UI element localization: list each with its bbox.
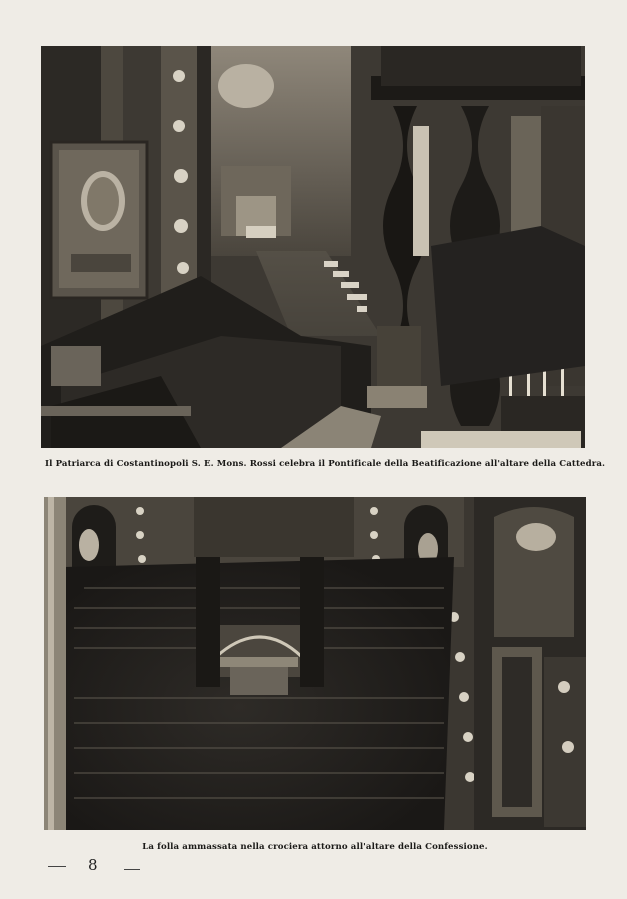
footer-dash-left (48, 866, 66, 867)
photo-crowd-confessione (44, 497, 586, 830)
footer-dash-right (124, 869, 140, 870)
caption-top: Il Patriarca di Costantinopoli S. E. Mons. Rossi celebra il Pontificale della Beatificazione all'altare della Cattedra. (45, 459, 606, 469)
photo-crowd-confessione-image (44, 497, 586, 830)
page-number: 8 (88, 856, 98, 874)
photo-altar-cathedra (41, 46, 585, 448)
photo-altar-cathedra-image (41, 46, 585, 448)
caption-bottom: La folla ammassata nella crociera attorno all'altare della Confessione. (142, 842, 488, 852)
